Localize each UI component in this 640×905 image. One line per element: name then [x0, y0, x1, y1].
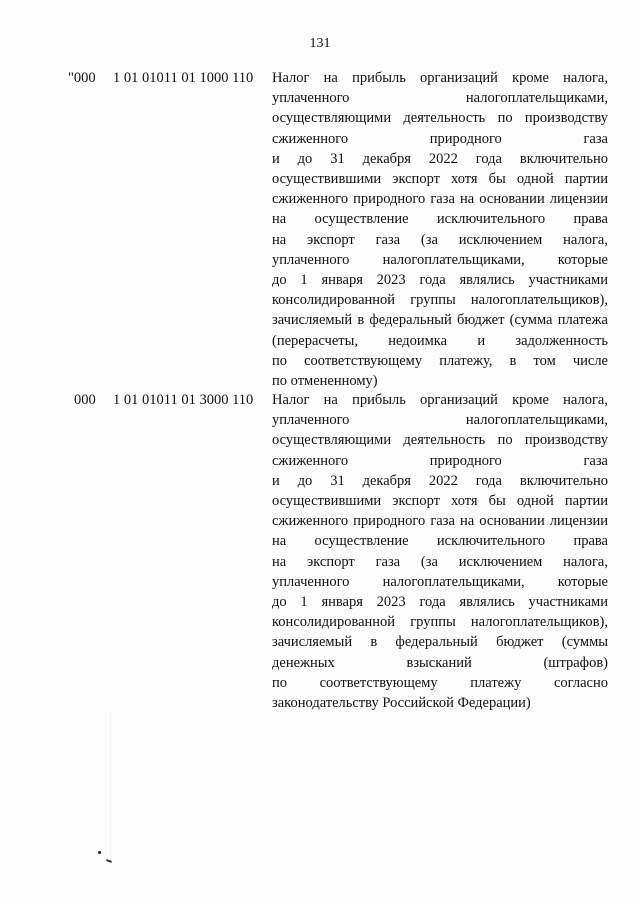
description-line: консолидированной группы налогоплательщиков), [272, 292, 608, 309]
description-line: до 1 января 2023 года являлись участниками [272, 594, 608, 611]
description-line: и до 31 декабря 2022 года включительно [272, 150, 608, 167]
description-line: уплаченного налогоплательщиками, [272, 90, 608, 107]
description-line: по соответствующему платежу, в том числе [272, 352, 608, 369]
description-line: осуществляющими деятельность по производству [272, 432, 608, 449]
description-line: денежных взысканий (штрафов) [272, 654, 608, 671]
description-line: зачисляемый в федеральный бюджет (суммы [272, 634, 608, 651]
income-description [272, 68, 608, 391]
scan-speck [106, 859, 112, 863]
description-line: (перерасчеты, недоимка и задолженность [272, 332, 608, 349]
description-line: законодательству Российской Федерации) [272, 695, 531, 712]
description-line: сжиженного природного газа на основании лицензии [272, 513, 608, 530]
description-line: Налог на прибыль организаций кроме налога, [272, 70, 608, 86]
description-line: зачисляемый в федеральный бюджет (сумма платежа [272, 312, 608, 329]
description-line: на экспорт газа (за исключением налога, [272, 231, 608, 248]
description-line: сжиженного природного газа [272, 452, 608, 469]
budget-classification-code: 1 01 01011 01 3000 110 [113, 392, 254, 408]
scan-speck [98, 851, 101, 854]
description-line: осуществившими экспорт хотя бы одной партии [272, 493, 608, 510]
admin-code: 000 [74, 392, 96, 408]
description-line: и до 31 декабря 2022 года включительно [272, 472, 608, 489]
description-line: на экспорт газа (за исключением налога, [272, 553, 608, 570]
description-line: уплаченного налогоплательщиками, которые [272, 251, 608, 268]
description-line: уплаченного налогоплательщиками, которые [272, 573, 608, 590]
description-line: осуществившими экспорт хотя бы одной партии [272, 171, 608, 188]
description-line: сжиженного природного газа на основании лицензии [272, 191, 608, 208]
admin-code: "000 [68, 70, 96, 86]
description-line: на осуществление исключительного права [272, 211, 608, 228]
description-line: до 1 января 2023 года являлись участниками [272, 272, 608, 289]
scan-artifact-line [110, 710, 111, 860]
budget-classification-code: 1 01 01011 01 1000 110 [113, 70, 254, 86]
description-line: на осуществление исключительного права [272, 533, 608, 550]
description-line: консолидированной группы налогоплательщиков), [272, 614, 608, 631]
income-description [272, 390, 608, 713]
description-line: сжиженного природного газа [272, 130, 608, 147]
page-number: 131 [309, 36, 331, 51]
description-line: по отмененному) [272, 373, 378, 390]
description-line: Налог на прибыль организаций кроме налога, [272, 392, 608, 408]
description-line: уплаченного налогоплательщиками, [272, 412, 608, 429]
description-line: по соответствующему платежу согласно [272, 674, 608, 691]
description-line: осуществляющими деятельность по производству [272, 110, 608, 127]
